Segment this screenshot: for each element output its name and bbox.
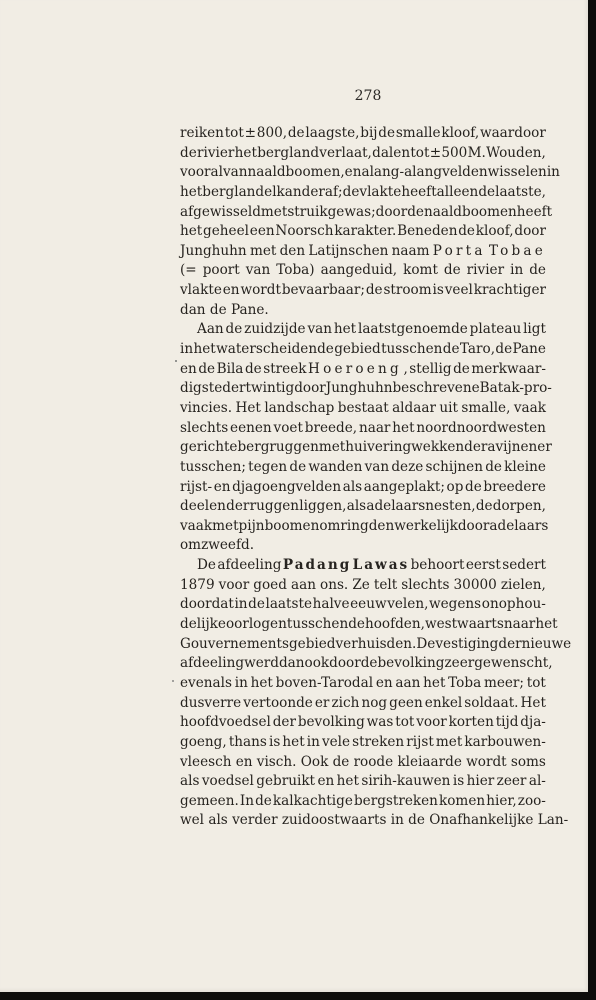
text-line: vleesch en visch. Ook de roode kleiaarde wordt soms (180, 753, 546, 770)
text-line: 1879 voor goed aan ons. Ze telt slechts 30000 zielen, (180, 576, 546, 593)
text-line: afgewisseld met struikgewas; door de naaldboomen heeft (180, 203, 553, 220)
text-line: afdeeling werd dan ook door de bevolking zeer gewenscht, (180, 655, 553, 672)
margin-speck (175, 360, 177, 362)
text-line: gerichte bergruggen met huiveringwekkende ravijnen er (180, 439, 552, 456)
text-line: (= poort van Toba) aangeduid, komt de rivier in de (180, 262, 546, 279)
text-line: slechts eenen voet breede, naar het noordnoordwesten (180, 419, 546, 436)
text-line: als voedsel gebruikt en het sirih-kauwen is hier zeer al- (180, 773, 546, 790)
text-line: delijke oorlogen tusschen de hoofden, westwaarts naar het (180, 616, 558, 633)
text-line: vlakte en wordt bevaarbaar; de stroom is veel krachtiger (180, 282, 546, 299)
text-line: vincies. Het landschap bestaat aldaar uit smalle, vaak (180, 399, 546, 416)
text-line: vooral van naaldboomen, en alang-alangvelden wisselen in (180, 164, 560, 181)
text-line: het bergland elkander af; de vlakte heeft alleen de laatste, (180, 183, 546, 200)
text-line: omzweefd. (180, 537, 255, 554)
text-line: goeng, thans is het in vele streken rijst met karbouwen- (180, 733, 546, 750)
page-number: 278 (354, 88, 382, 104)
text-line: in het waterscheidende gebied tusschen de Taro, de Pane (180, 341, 546, 358)
text-line: tusschen; tegen de wanden van deze schijnen de kleine (180, 458, 546, 475)
text-line: digste der twintig door Junghuhn beschrevene Batak-pro- (180, 380, 552, 397)
text-line: rijst- en djagoengvelden als aangeplakt; op de breedere (180, 478, 546, 495)
text-line: dusverre vertoonde er zich nog geen enkel soldaat. Het (180, 694, 546, 711)
text-line: De afdeeling Padang Lawas behoort eerst sedert (197, 557, 546, 574)
text-line: vaak met pijnboomen omringd en werkelijk door adelaars (180, 517, 549, 534)
text-line: en de Bila de streek Hoeroeng , stellig de merkwaar- (180, 360, 546, 377)
text-line: wel als verder zuidoostwaarts in de Onafhankelijke Lan- (180, 812, 569, 829)
body-text (180, 124, 572, 831)
text-line: evenals in het boven-Tarodal en aan het Toba meer; tot (180, 674, 546, 691)
text-line: reiken tot ± 800, de laagste, bij de smalle kloof, waardoor (180, 125, 546, 141)
text-line: doordat in de laatste halve eeuw velen, wegens onophou- (180, 596, 546, 613)
text-line: Junghuhn met den Latijnschen naam Porta Tobae (180, 242, 546, 259)
text-line: Gouvernementsgebied verhuisden. De vestiging der nieuwe (180, 635, 572, 652)
margin-speck (172, 680, 174, 682)
text-line: hoofdvoedsel der bevolking was tot voor korten tijd dja- (180, 714, 546, 731)
text-line: gemeen. In de kalkachtige bergstreken komen hier, zoo- (180, 792, 546, 809)
text-line: het geheel een Noorsch karakter. Beneden de kloof, door (180, 223, 546, 240)
text-line: de rivier het bergland verlaat, dalen tot ± 500 M. Wouden, (180, 144, 546, 161)
text-line: deelen der ruggen liggen, als adelaarsnesten, de dorpen, (180, 498, 546, 515)
text-line: Aan de zuidzijde van het laatstgenoemde plateau ligt (197, 321, 546, 338)
text-line: dan de Pane. (180, 301, 269, 318)
